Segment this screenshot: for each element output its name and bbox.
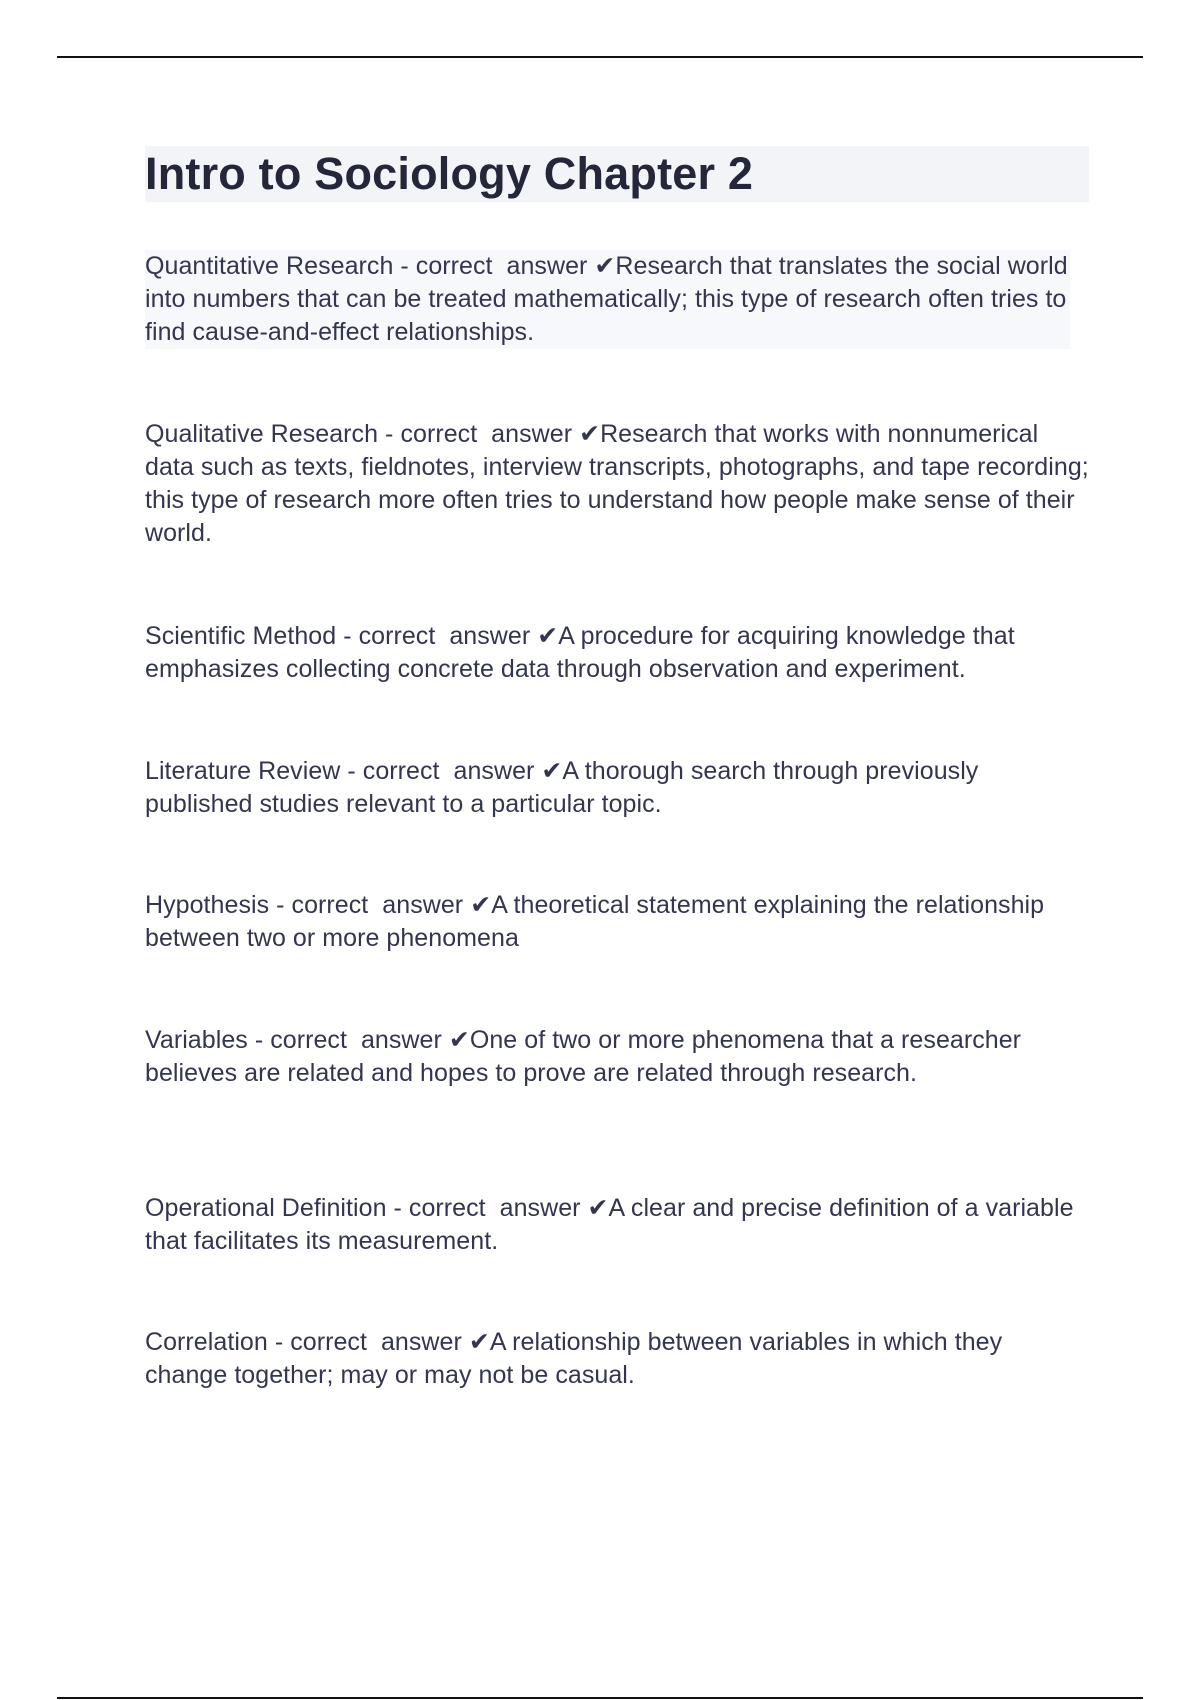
entry-definition: A theoretical statement explaining the relationship between two or more phenomena — [145, 891, 1045, 952]
entry-separator: - — [378, 420, 401, 448]
entry-separator: - — [386, 1194, 409, 1222]
answer-label: correct answer — [400, 420, 580, 448]
entry-separator: - — [267, 1328, 291, 1356]
entry-quantitative-research — [145, 250, 1070, 349]
answer-label: correct answer — [270, 1026, 449, 1054]
entry-definition: One of two or more phenomena that a researcher believes are related and hopes to prove are related through research. — [145, 1026, 1022, 1087]
entry-term: Variables — [145, 1026, 248, 1054]
answer-label: correct answer — [408, 1194, 588, 1222]
entry-variables — [145, 1024, 1090, 1090]
entry-qualitative-research — [145, 418, 1090, 550]
entry-separator: - — [269, 891, 292, 919]
top-rule — [57, 56, 1143, 58]
entry-term: Qualitative Research — [145, 420, 379, 448]
check-icon: ✔ — [448, 1026, 470, 1054]
entry-correlation — [145, 1326, 1090, 1392]
check-icon: ✔ — [594, 252, 616, 280]
check-icon: ✔ — [470, 891, 492, 919]
answer-label: correct answer — [358, 622, 538, 650]
answer-label: correct answer — [415, 252, 595, 280]
entry-separator: - — [247, 1026, 271, 1054]
entry-separator: - — [336, 622, 359, 650]
entry-definition: A thorough search through previously published studies relevant to a particular topic. — [145, 757, 979, 818]
check-icon: ✔ — [537, 622, 559, 650]
entry-definition: A relationship between variables in which they change together; may or may not be casual. — [145, 1328, 1003, 1389]
entry-term: Hypothesis — [145, 891, 270, 919]
entry-scientific-method — [145, 620, 1090, 686]
entry-definition: A procedure for acquiring knowledge that emphasizes collecting concrete data through observation and experiment. — [145, 622, 1015, 683]
entry-definition: Research that works with nonnumerical data such as texts, fieldnotes, interview transcripts, photographs, and tape recording; this type of research more often tries to understand how people make sense of their world. — [145, 420, 1089, 547]
entry-operational-definition — [145, 1192, 1090, 1258]
entry-literature-review — [145, 755, 1090, 821]
answer-label: correct answer — [290, 1328, 469, 1356]
entry-term: Correlation — [145, 1328, 268, 1356]
check-icon: ✔ — [468, 1328, 490, 1356]
entry-separator: - — [340, 757, 363, 785]
entry-definition: Research that translates the social world into numbers that can be treated mathematically; this type of research often tries to find cause-and-effect relationships. — [145, 252, 1068, 346]
entry-term: Literature Review — [145, 757, 341, 785]
answer-label: correct answer — [362, 757, 542, 785]
entry-hypothesis — [145, 889, 1090, 955]
check-icon: ✔ — [579, 420, 601, 448]
entry-term: Quantitative Research — [145, 252, 394, 280]
answer-label: correct answer — [291, 891, 471, 919]
entry-separator: - — [393, 252, 416, 280]
check-icon: ✔ — [587, 1194, 609, 1222]
document-title: Intro to Sociology Chapter 2 — [145, 146, 1089, 202]
entry-definition: A clear and precise definition of a variable that facilitates its measurement. — [145, 1194, 1074, 1255]
check-icon: ✔ — [541, 757, 563, 785]
entry-term: Scientific Method — [145, 622, 337, 650]
entry-term: Operational Definition — [145, 1194, 387, 1222]
bottom-rule — [57, 1697, 1143, 1699]
